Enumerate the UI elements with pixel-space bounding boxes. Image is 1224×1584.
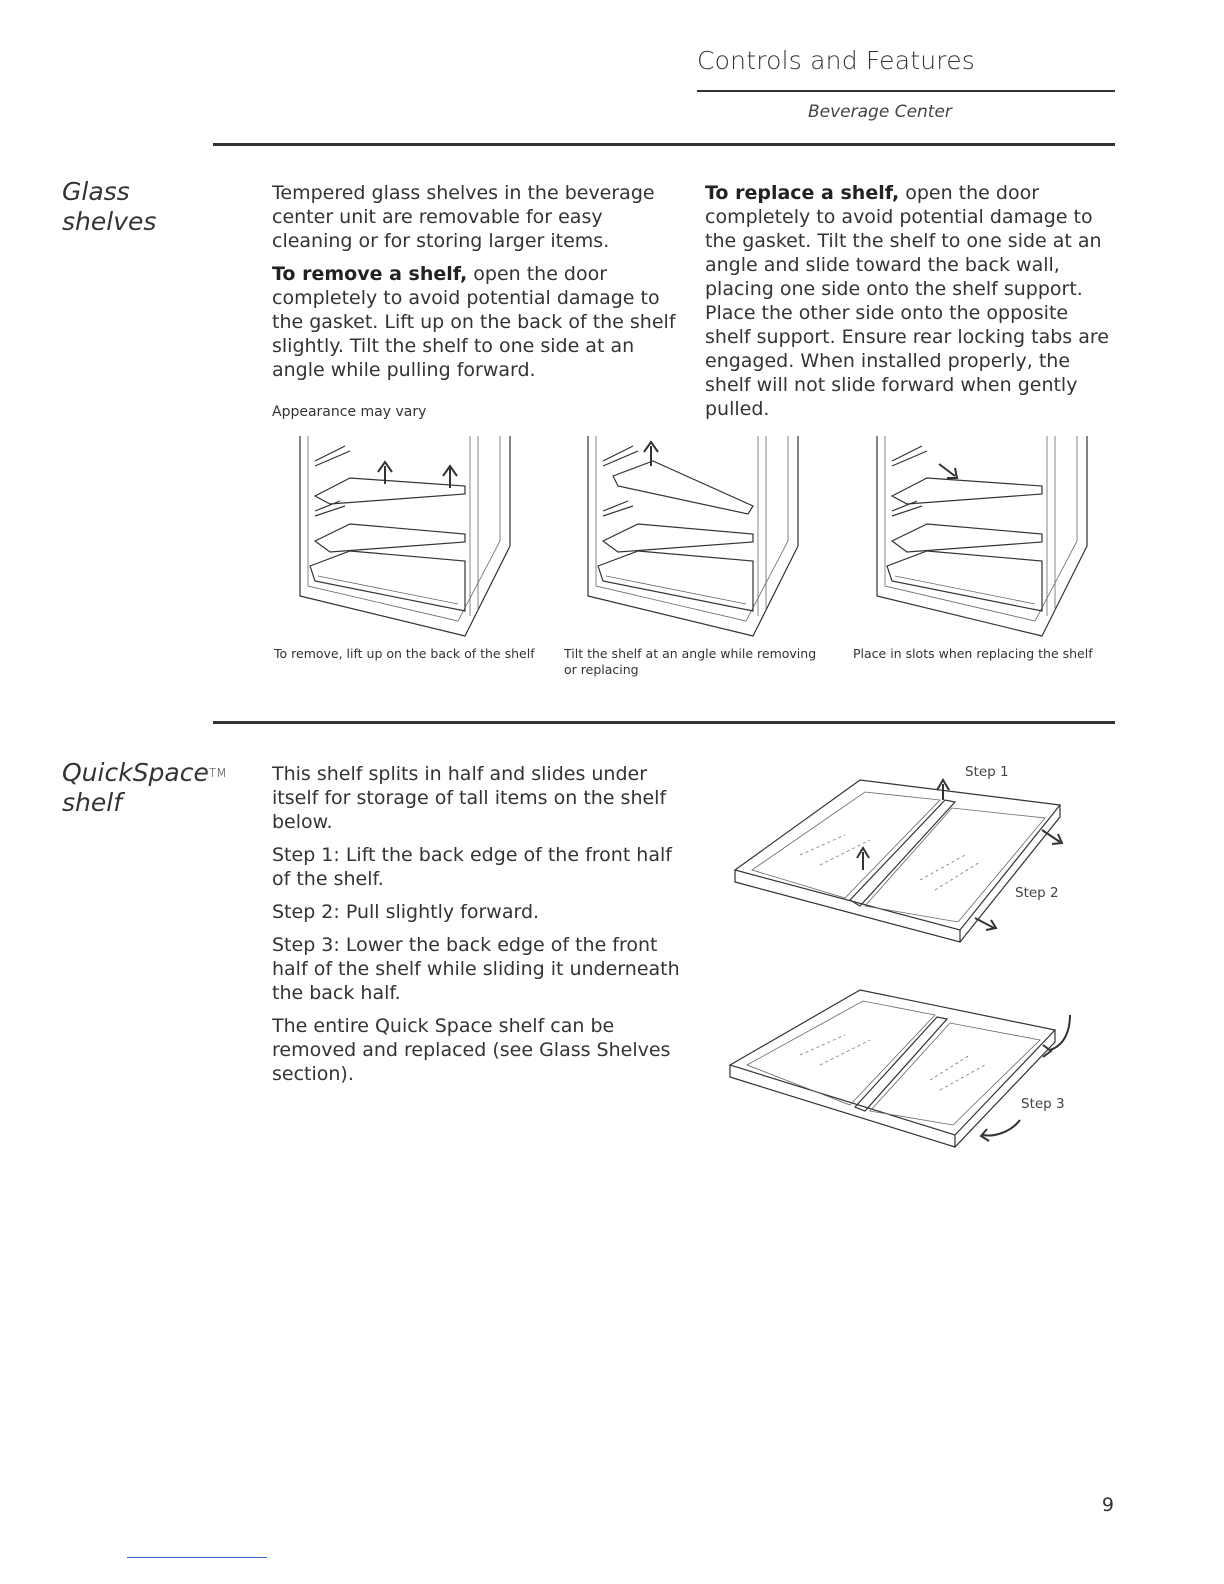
qs-step2: Step 2: Pull slightly forward. (272, 901, 540, 923)
section-divider-top (213, 143, 1115, 146)
glass-intro: Tempered glass shelves in the beverage center unit are removable for easy cleaning or for storing larger items. (272, 182, 655, 252)
section-divider-middle (213, 721, 1115, 724)
quickspace-diagram-steps-1-2 (730, 770, 1070, 960)
remove-text: open the door completely to avoid potential damage to the gasket. Lift up on the back of the shelf slightly. Tilt the shelf to one side at an angle while pulling forward. (272, 263, 676, 381)
arrow-down-icon (939, 464, 957, 478)
qs-step3: Step 3: Lower the back edge of the front half of the shelf while sliding it underneath the back half. (272, 934, 680, 1004)
quickspace-title-line2: shelf (62, 788, 122, 817)
glass-remove-paragraph (272, 262, 687, 382)
glass-title-line1: Glass (62, 177, 130, 206)
glass-left-column (272, 181, 687, 391)
appearance-note: Appearance may vary (272, 404, 427, 420)
quickspace-title (62, 758, 227, 818)
page-header-subtitle: Beverage Center (808, 102, 952, 122)
remove-bold-lead: To remove a shelf, (272, 263, 468, 285)
replace-bold-lead: To replace a shelf, (705, 182, 900, 204)
caption-place: Place in slots when replacing the shelf (853, 646, 1093, 661)
glass-shelves-title (62, 177, 156, 237)
glass-replace-paragraph (705, 181, 1115, 421)
quickspace-title-text: QuickSpace (62, 758, 209, 787)
glass-title-line2: shelves (62, 207, 157, 236)
caption-tilt: Tilt the shelf at an angle while removing or replacing (564, 646, 817, 677)
trademark: TM (208, 766, 227, 780)
qs-step1: Step 1: Lift the back edge of the front half of the shelf. (272, 844, 672, 890)
qs-remove-note: The entire Quick Space shelf can be removed and replaced (see Glass Shelves section). (272, 1015, 671, 1085)
label-step-2: Step 2 (1015, 885, 1059, 901)
quickspace-title-line1 (62, 758, 227, 788)
label-step-3: Step 3 (1021, 1096, 1065, 1112)
quickspace-text (272, 762, 682, 1095)
quickspace-diagram-step-3 (725, 985, 1075, 1160)
arrow-up-icon (857, 848, 869, 870)
illustration-tilt-shelf (578, 436, 808, 636)
qs-intro: This shelf splits in half and slides under itself for storage of tall items on the shelf below. (272, 763, 667, 833)
arrow-forward-icon (975, 918, 996, 930)
page-number: 9 (1101, 1494, 1114, 1516)
replace-text: open the door completely to avoid potential damage to the gasket. Tilt the shelf to one side at an angle and slide toward the back wall, placing one side onto the shelf support. Place the other side onto the opposite shelf support. Ensure rear locking tabs are engaged. When installed properly, the shelf will not slide forward when gently pulled. (705, 182, 1109, 420)
page-header-title: Controls and Features (697, 46, 976, 75)
illustration-remove-shelf (290, 436, 520, 636)
footer-line (127, 1557, 267, 1558)
caption-remove: To remove, lift up on the back of the shelf (274, 646, 535, 661)
header-divider (697, 90, 1115, 92)
arrow-forward-icon (1042, 830, 1062, 844)
illustration-place-shelf (867, 436, 1097, 636)
label-step-1: Step 1 (965, 764, 1009, 780)
glass-right-column (705, 181, 1115, 430)
arrow-curve-icon (981, 1120, 1020, 1141)
